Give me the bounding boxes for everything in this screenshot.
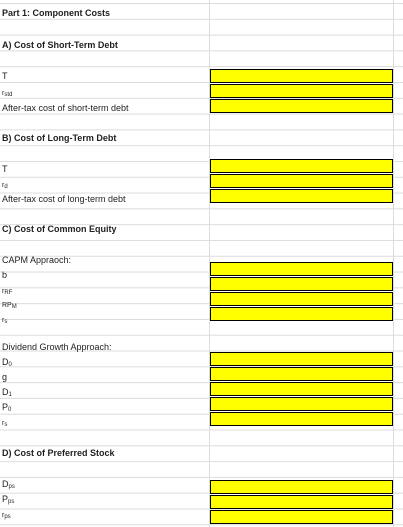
label-d0 [2, 355, 12, 370]
section-a-heading: A) Cost of Short-Term Debt [2, 40, 118, 50]
label-rd [2, 177, 8, 192]
label-d1 [2, 385, 12, 400]
rpm-main: RP [2, 302, 12, 309]
input-rps[interactable] [210, 510, 393, 524]
label-dps [2, 477, 15, 492]
input-rstd[interactable] [210, 84, 393, 98]
label-p0 [2, 400, 11, 415]
dps-sub: ps [8, 484, 15, 490]
rps-sub: ps [4, 514, 11, 520]
rrf-sub: RF [4, 290, 13, 296]
input-rs-dgm[interactable] [210, 412, 393, 426]
label-rps [2, 507, 11, 522]
d0-sub: 0 [8, 362, 12, 368]
column-divider [393, 0, 394, 527]
rs-capm-main: r [2, 317, 5, 324]
label-rpm [2, 297, 17, 312]
p0-main: P [2, 402, 9, 412]
input-dps[interactable] [210, 480, 393, 494]
input-rs-capm[interactable] [210, 307, 393, 321]
input-b[interactable] [210, 262, 393, 276]
d0-main: D [2, 357, 9, 367]
rrf-main: r [2, 288, 5, 295]
d1-sub: 1 [8, 392, 12, 398]
dps-main: D [2, 479, 9, 489]
input-t-b[interactable] [210, 159, 393, 173]
input-rpm[interactable] [210, 292, 393, 306]
input-rrf[interactable] [210, 277, 393, 291]
d1-main: D [2, 387, 9, 397]
label-after-tax-ltd: After-tax cost of long-term debt [2, 194, 126, 204]
rstd-main: r [2, 90, 5, 97]
label-rrf [2, 283, 12, 298]
section-d-heading: D) Cost of Preferred Stock [2, 448, 115, 458]
sheet-title: Part 1: Component Costs [2, 8, 111, 18]
label-rs-dgm [2, 415, 7, 430]
rpm-sub: M [11, 304, 17, 310]
input-g[interactable] [210, 367, 393, 381]
p0-sub: 0 [8, 407, 12, 413]
section-b-heading: B) Cost of Long-Term Debt [2, 133, 117, 143]
label-b: b [2, 270, 8, 280]
label-rs-capm [2, 312, 7, 327]
input-p0[interactable] [210, 397, 393, 411]
pps-sub: ps [8, 499, 15, 505]
section-c-heading: C) Cost of Common Equity [2, 224, 117, 234]
input-rd[interactable] [210, 174, 393, 188]
label-t-a: T [2, 71, 8, 81]
label-rstd [2, 85, 12, 100]
input-after-tax-ltd[interactable] [210, 189, 393, 203]
input-d1[interactable] [210, 382, 393, 396]
rd-main: r [2, 182, 5, 189]
input-after-tax-std[interactable] [210, 99, 393, 113]
label-after-tax-std: After-tax cost of short-term debt [2, 103, 129, 113]
rps-main: r [2, 512, 5, 519]
rs-dgm-main: r [2, 420, 5, 427]
input-pps[interactable] [210, 495, 393, 509]
label-capm: CAPM Appraoch: [2, 255, 72, 265]
rstd-sub: std [4, 92, 13, 98]
rs-capm-sub: s [4, 319, 8, 325]
label-pps [2, 492, 14, 507]
label-dividend-growth: Dividend Growth Approach: [2, 342, 112, 352]
input-d0[interactable] [210, 352, 393, 366]
pps-main: P [2, 494, 9, 504]
label-g: g [2, 372, 8, 382]
input-t-a[interactable] [210, 69, 393, 83]
rd-sub: d [4, 184, 8, 190]
label-t-b: T [2, 164, 8, 174]
rs-dgm-sub: s [4, 422, 8, 428]
